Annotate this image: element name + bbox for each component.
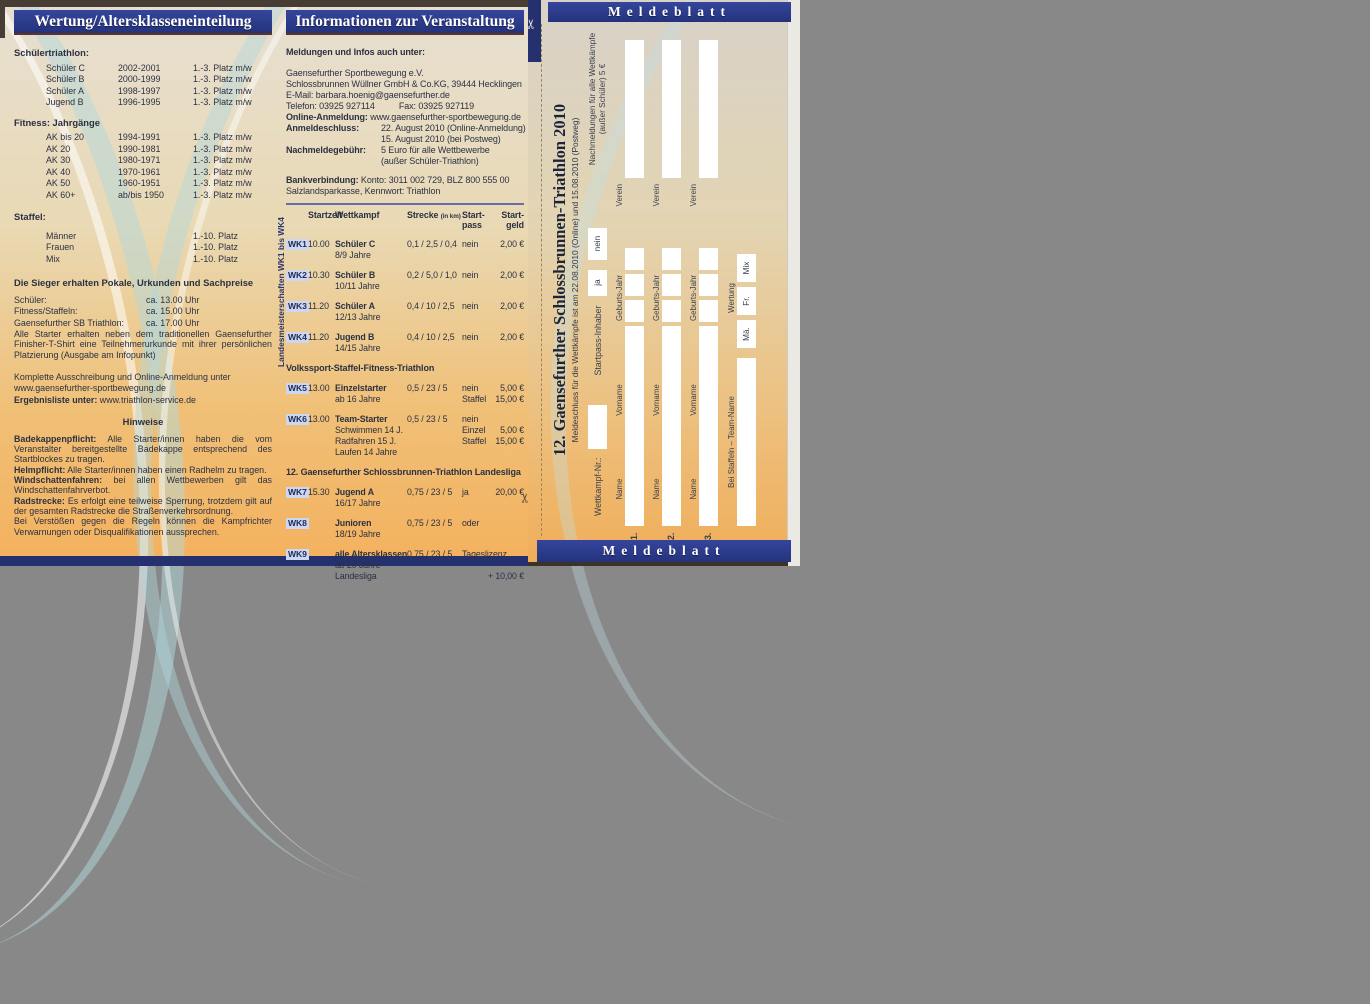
wk-geld: 5,00 € 15,00 €: [495, 425, 524, 446]
wk-geld: + 10,00 €: [487, 571, 524, 581]
email-line: E-Mail: barbara.hoenig@gaensefurther.de: [286, 90, 450, 100]
ausschreibung-line: Komplette Ausschreibung und Online-Anmeldung unter: [14, 371, 231, 382]
class-years: 1996-1995: [118, 97, 161, 107]
wk-badge: WK3: [288, 301, 307, 311]
geburtsjahr-digit-field[interactable]: [699, 300, 718, 322]
wk-pass: nein: [462, 270, 479, 280]
wk-strecke: 0,4 / 10 / 2,5: [407, 301, 455, 311]
triathlon-flyer: [0, 0, 800, 581]
informationen-header-bar: Informationen zur Veranstaltung: [286, 10, 524, 35]
class-years: 1980-1971: [118, 155, 161, 165]
schueler-section-title: Schülertriathlon:: [14, 47, 90, 58]
staffel-label: Mix: [46, 253, 60, 264]
entry-labels: [615, 20, 625, 540]
age-class-row: [46, 144, 272, 156]
zeit-row: [14, 295, 272, 307]
col-strecke: Strecke (in km): [407, 210, 461, 220]
class-label: Schüler A: [46, 85, 84, 96]
wk-row: [286, 270, 524, 292]
wk-row: [286, 332, 524, 354]
wk-name: Team-Starter Schwimmen 14 J. Radfahren 15 J. Laufen 14 Jahre: [335, 414, 403, 457]
staffel-label: Männer: [46, 230, 77, 241]
geburtsjahr-fields: [662, 248, 686, 348]
age-class-row: [46, 63, 272, 75]
wk-pass: ja: [462, 487, 469, 497]
group-title-landesliga: 12. Gaensefurther Schlossbrunnen-Triathlon Landesliga: [286, 467, 521, 477]
wk-time: [308, 518, 335, 529]
wk-geld: [486, 518, 524, 540]
online-anmeldung-line: Online-Anmeldung: www.gaensefurther-sportbewegung.de: [286, 112, 521, 122]
vorname-field[interactable]: [662, 348, 681, 452]
ergebnis-url: www.triathlon-service.de: [97, 394, 196, 405]
anmeldeschluss-values: 22. August 2010 (Online-Anmeldung) 15. August 2010 (bei Postweg): [381, 123, 526, 144]
vorname-label: Vorname: [615, 384, 624, 416]
age-class-row: [46, 190, 272, 202]
wk-badge: WK4: [288, 332, 307, 342]
wk-name: Schüler A 12/13 Jahre: [335, 301, 381, 322]
wertung-mix-checkbox[interactable]: Mix: [737, 254, 756, 282]
age-class-row: [46, 86, 272, 98]
age-class-row: [46, 97, 272, 109]
wk-badge: WK1: [288, 239, 307, 249]
bank-line2: Salzlandsparkasse, Kennwort: Triathlon: [286, 186, 441, 196]
vorname-field[interactable]: [699, 348, 718, 452]
startpass-nein-checkbox[interactable]: nein: [588, 228, 607, 260]
wk-badge: WK8: [288, 518, 307, 528]
wk-row: [286, 239, 524, 261]
verein-field[interactable]: [625, 40, 644, 178]
zeit-value: ca. 17.00 Uhr: [146, 317, 200, 328]
class-years: 1990-1981: [118, 143, 161, 154]
team-name-field[interactable]: [737, 358, 756, 526]
name-label: Name: [615, 478, 624, 500]
page-top-edge: [0, 0, 528, 7]
form-title: 12. Gaensefurther Schlossbrunnen-Triathlon 2010: [550, 103, 569, 457]
class-years: 1960-1951: [118, 178, 161, 188]
wk-pass: oder: [462, 518, 480, 528]
startpass-label: Startpass-Inhaber: [592, 305, 603, 376]
wk-badge: WK7: [288, 487, 307, 497]
entry-labels: [689, 20, 699, 540]
wk-geld: 2,00 €: [500, 270, 524, 280]
wk-pass: Tageslizenz: [462, 549, 507, 559]
geburtsjahr-digit-field[interactable]: [662, 326, 681, 348]
staffel-platz: 1.-10. Platz: [193, 242, 238, 252]
sieger-line: Die Sieger erhalten Pokale, Urkunden und Sachpreise: [14, 277, 254, 288]
class-years: 1970-1961: [118, 166, 161, 177]
hinweis-paragraph: Windschattenfahren: bei allen Wettbewerben gilt das Windschattenfahrverbot.: [14, 475, 272, 496]
vorname-field[interactable]: [625, 348, 644, 452]
info-title: Meldungen und Infos auch unter:: [286, 47, 425, 57]
col-startgeld: Start- geld: [501, 210, 524, 230]
class-label: AK 20: [46, 143, 71, 154]
telefon-fax-line: [286, 101, 524, 112]
hinweise-title: Hinweise: [122, 416, 164, 428]
class-years: 2002-2001: [118, 62, 161, 73]
zeit-label: Schüler:: [14, 294, 47, 305]
wk-row: [286, 383, 524, 405]
class-label: AK 60+: [46, 189, 76, 200]
geburtsjahr-digit-field[interactable]: [625, 248, 644, 270]
wk-badge: WK5: [288, 383, 307, 393]
entry-row-3: [689, 20, 718, 540]
wk-strecke: 0,75 / 23 / 5: [407, 487, 453, 497]
zeit-value: ca. 13.00 Uhr: [146, 294, 200, 305]
class-label: Schüler C: [46, 62, 85, 73]
wk-badge: WK9: [288, 549, 307, 559]
wettkampf-nr-label: Wettkampf-Nr.:: [592, 457, 603, 516]
geburtsjahr-digit-field[interactable]: [699, 274, 718, 296]
table-header: [286, 210, 524, 230]
nachmeldegebuehr-row: Nachmeldegebühr: 5 Euro für alle Wettbewerbe (außer Schüler-Triathlon): [286, 145, 524, 167]
wk-time: 11.20: [308, 332, 329, 342]
geburtsjahr-label: Geburts-Jahr: [615, 274, 624, 322]
online-url: www.gaensefurther-sportbewegung.de: [367, 112, 521, 122]
fax: Fax: 03925 927119: [398, 101, 475, 111]
wk-time: [308, 549, 335, 560]
class-platz: 1.-3. Platz m/w: [193, 178, 252, 188]
entry-number: 1.: [629, 532, 639, 540]
age-class-row: [46, 132, 272, 144]
zeit-row: [14, 318, 272, 330]
page-bottom-edge: [528, 562, 788, 566]
staffel-row: [46, 242, 272, 254]
name-field[interactable]: [625, 452, 644, 526]
inner-pages: [0, 0, 528, 581]
wk-geld: 2,00 €: [500, 332, 524, 342]
wk-row: [286, 549, 524, 582]
wk-time: 13.00: [308, 414, 330, 424]
class-label: AK bis 20: [46, 132, 84, 142]
wk-row: [286, 301, 524, 323]
wk-geld: 2,00 €: [500, 239, 524, 249]
hinweis-paragraph: Radstrecke: Es erfolgt eine teilweise Sperrung, trotzdem gilt auf der gesamten Radstrecke die Straßenverkehrsordnung.: [14, 495, 272, 516]
verein-field[interactable]: [662, 40, 681, 178]
wertung-header-bar: Wertung/Altersklasseneinteilung: [14, 10, 272, 35]
class-platz: 1.-3. Platz m/w: [193, 166, 252, 177]
wk-strecke: 0,75 / 23 / 5: [407, 518, 453, 528]
zeit-label: Gaensefurther SB Triathlon:: [14, 317, 125, 328]
wk-strecke: 0,75 / 23 / 5: [407, 549, 453, 559]
class-platz: 1.-3. Platz m/w: [193, 97, 252, 107]
entry-fields: [699, 20, 718, 540]
name-label: Name: [689, 478, 698, 500]
fitness-section-title: Fitness: Jahrgänge: [14, 116, 100, 128]
class-platz: 1.-3. Platz m/w: [193, 155, 252, 165]
zeit-value: ca. 15.00 Uhr: [146, 306, 200, 316]
class-years: 2000-1999: [118, 74, 161, 84]
class-platz: 1.-3. Platz m/w: [193, 85, 252, 96]
corner-navy-patch: [528, 0, 541, 62]
vorname-label: Vorname: [652, 384, 661, 416]
meldeblatt-bottom-bar: Meldeblatt: [537, 540, 791, 562]
geburtsjahr-label: Geburts-Jahr: [689, 274, 698, 322]
wertung-frauen-checkbox[interactable]: Fr.: [737, 287, 756, 315]
geburtsjahr-digit-field[interactable]: [662, 274, 681, 296]
meldeblatt-top-bar: Meldeblatt: [548, 2, 791, 22]
startpass-ja-checkbox[interactable]: ja: [588, 270, 607, 296]
meldeblatt-form: [550, 20, 790, 540]
wk-geld: 5,00 € 15,00 €: [495, 383, 524, 404]
zeit-row: [14, 306, 272, 318]
ergebnis-line: [14, 395, 272, 407]
wk-strecke: 0,5 / 23 / 5: [407, 383, 448, 393]
anmeldeschluss-row: Anmeldeschluss: 22. August 2010 (Online-Anmeldung) 15. August 2010 (bei Postweg): [286, 123, 526, 144]
wk-strecke: 0,1 / 2,5 / 0,4: [407, 239, 457, 249]
geburtsjahr-digit-field[interactable]: [625, 274, 644, 296]
verein-label: Verein: [615, 184, 624, 207]
staffel-row: [46, 231, 272, 243]
wk-badge: WK6: [288, 414, 307, 424]
meldeblatt-panel: [517, 0, 800, 566]
wk-name: Schüler B 10/11 Jahre: [335, 270, 380, 291]
entry-row-1: [615, 20, 644, 540]
nachmeldung-note: Nachmeldungen für alle Wettkämpfe (außer Schüler) 5 €: [588, 32, 607, 166]
wk-pass: nein Staffel: [462, 383, 487, 404]
wertung-column: [14, 10, 272, 537]
page-left-edge: [0, 0, 5, 38]
wk-row: [286, 487, 524, 509]
wk-pass: nein: [462, 301, 479, 311]
team-wertung-labels: [727, 20, 737, 540]
form-subtitle: Meldeschluss für die Wettkämpfe ist am 22.08.2010 (Online) und 15.08.2010 (Postweg): [570, 117, 580, 443]
bank-line: Bankverbindung: Konto: 3011 002 729, BLZ 800 555 00: [286, 175, 510, 185]
class-platz: 1.-3. Platz m/w: [193, 132, 252, 142]
verein-label: Verein: [689, 184, 698, 207]
wertung-maenner-checkbox[interactable]: Mä.: [737, 320, 756, 348]
wk-time: 13.00: [308, 383, 330, 393]
informationen-column: [286, 10, 524, 582]
staffel-label: Frauen: [46, 242, 75, 252]
team-wertung-fields: [737, 20, 756, 540]
form-header-row: [588, 20, 607, 540]
nachmelde-values: 5 Euro für alle Wettbewerbe (außer Schüler-Triathlon): [381, 145, 490, 166]
entry-fields: [625, 20, 644, 540]
wk-geld: 20,00 €: [495, 487, 524, 497]
staffel-platz: 1.-10. Platz: [193, 253, 238, 264]
class-platz: 1.-3. Platz m/w: [193, 189, 252, 200]
hinweis-paragraph: Badekappenpflicht: Alle Starter/innen haben die vom Veranstalter bereitgestellte Badekappe entsprechend des Startblockes zu tragen.: [14, 433, 272, 465]
wk-time: 15.30: [308, 487, 330, 497]
geburtsjahr-digit-field[interactable]: [699, 326, 718, 348]
col-startpass: Start- pass: [462, 210, 485, 230]
name-field[interactable]: [699, 452, 718, 526]
address-line: Gaensefurther Sportbewegung e.V.: [286, 68, 424, 78]
wk-strecke: 0,2 / 5,0 / 1,0: [407, 270, 457, 280]
verein-label: Verein: [652, 184, 661, 207]
wk-badge: WK2: [288, 270, 307, 280]
group-title-volkssport: Volkssport-Staffel-Fitness-Triathlon: [286, 363, 435, 373]
wk-row: [286, 518, 524, 540]
ergebnis-label: Ergebnisliste unter:: [14, 394, 98, 405]
age-class-row: [46, 155, 272, 167]
class-years: 1994-1991: [118, 132, 161, 142]
geburtsjahr-digit-field[interactable]: [625, 300, 644, 322]
hinweis-paragraph: Helmpflicht: Alle Starter/innen haben einen Radhelm zu tragen.: [14, 464, 267, 475]
staffel-row: [46, 254, 272, 266]
geburtsjahr-digit-field[interactable]: [699, 248, 718, 270]
geburtsjahr-fields: [625, 248, 649, 348]
class-platz: 1.-3. Platz m/w: [193, 143, 252, 154]
name-field[interactable]: [662, 452, 681, 526]
hinweis-paragraph: Bei Verstößen gegen die Regeln können die Kampfrichter Verwarnungen oder Disqualifikationen aussprechen.: [14, 516, 272, 537]
wk-strecke: 0,5 / 23 / 5: [407, 414, 448, 424]
ausschreibung-url: www.gaensefurther-sportbewegung.de: [14, 383, 166, 394]
wk-name: Junioren 18/19 Jahre: [335, 518, 381, 539]
cut-line: [541, 24, 542, 536]
wk-pass: nein: [462, 239, 479, 249]
vorname-label: Vorname: [689, 384, 698, 416]
geburtsjahr-digit-field[interactable]: [662, 300, 681, 322]
landesmeisterschaften-side-label: Landesmeisterschaften WK1 bis WK4: [276, 217, 286, 367]
wk-time: 10.00: [308, 239, 330, 249]
scissors-icon: ✂: [517, 492, 533, 504]
class-label: AK 50: [46, 178, 71, 188]
entry-number: 2.: [666, 532, 676, 540]
wk-name: Einzelstarter ab 16 Jahre: [335, 383, 387, 404]
class-years: 1998-1997: [118, 85, 161, 96]
staffel-section-title: Staffel:: [14, 211, 46, 222]
age-class-row: [46, 167, 272, 179]
entry-number: 3.: [703, 532, 713, 540]
col-wettkampf: Wettkampf: [335, 210, 380, 220]
entry-fields: [662, 20, 681, 540]
wertung-label: Wertung: [727, 283, 736, 313]
wk-row: [286, 414, 524, 458]
team-name-label: Bei Staffeln – Team-Name: [727, 396, 736, 488]
wk-time: 10.30: [308, 270, 330, 280]
wk-time: 11.20: [308, 301, 329, 311]
wk-name: Jugend A 16/17 Jahre: [335, 487, 381, 508]
class-platz: 1.-3. Platz m/w: [193, 74, 252, 84]
wettkampf-nr-field[interactable]: [588, 406, 607, 450]
telefon: Telefon: 03925 927114: [286, 101, 375, 111]
starter-note: Alle Starter erhalten neben dem traditionellen Gaensefurther Finisher-T-Shirt eine Teilnehmerurkunde mit ihrer persönlichen Platzierung (Ausgabe am Infopunkt): [14, 329, 272, 360]
col-startzeit: Startzeit: [308, 210, 343, 220]
wk-pass: nein Einzel Staffel: [462, 414, 487, 446]
geburtsjahr-fields: [699, 248, 723, 348]
wk-geld: 2,00 €: [500, 301, 524, 311]
staffel-platz: 1.-10. Platz: [193, 230, 238, 241]
wk-name: alle Altersklassen ab 20 Jahre Landesliga: [335, 549, 408, 581]
class-label: Schüler B: [46, 74, 85, 84]
entry-labels: [652, 20, 662, 540]
wk-strecke: 0,4 / 10 / 2,5: [407, 332, 455, 342]
class-label: AK 40: [46, 166, 71, 177]
geburtsjahr-label: Geburts-Jahr: [652, 274, 661, 322]
age-class-row: [46, 74, 272, 86]
team-wertung-row: [727, 20, 756, 540]
verein-field[interactable]: [699, 40, 718, 178]
wk-pass: nein: [462, 332, 479, 342]
name-label: Name: [652, 478, 661, 500]
geburtsjahr-digit-field[interactable]: [662, 248, 681, 270]
class-platz: 1.-3. Platz m/w: [193, 62, 252, 73]
scissors-icon: ✂: [523, 18, 539, 30]
address-line: Schlossbrunnen Wüllner GmbH & Co.KG, 39444 Hecklingen: [286, 79, 522, 89]
age-class-row: [46, 178, 272, 190]
wk-name: Jugend B 14/15 Jahre: [335, 332, 381, 353]
zeit-label: Fitness/Staffeln:: [14, 306, 78, 316]
class-label: Jugend B: [46, 97, 84, 107]
class-years: ab/bis 1950: [118, 189, 164, 200]
class-label: AK 30: [46, 155, 71, 165]
wertung-options: [737, 248, 761, 348]
wk-name: Schüler C 8/9 Jahre: [335, 239, 376, 260]
table-divider: [286, 203, 524, 205]
geburtsjahr-digit-field[interactable]: [625, 326, 644, 348]
entry-row-2: [652, 20, 681, 540]
